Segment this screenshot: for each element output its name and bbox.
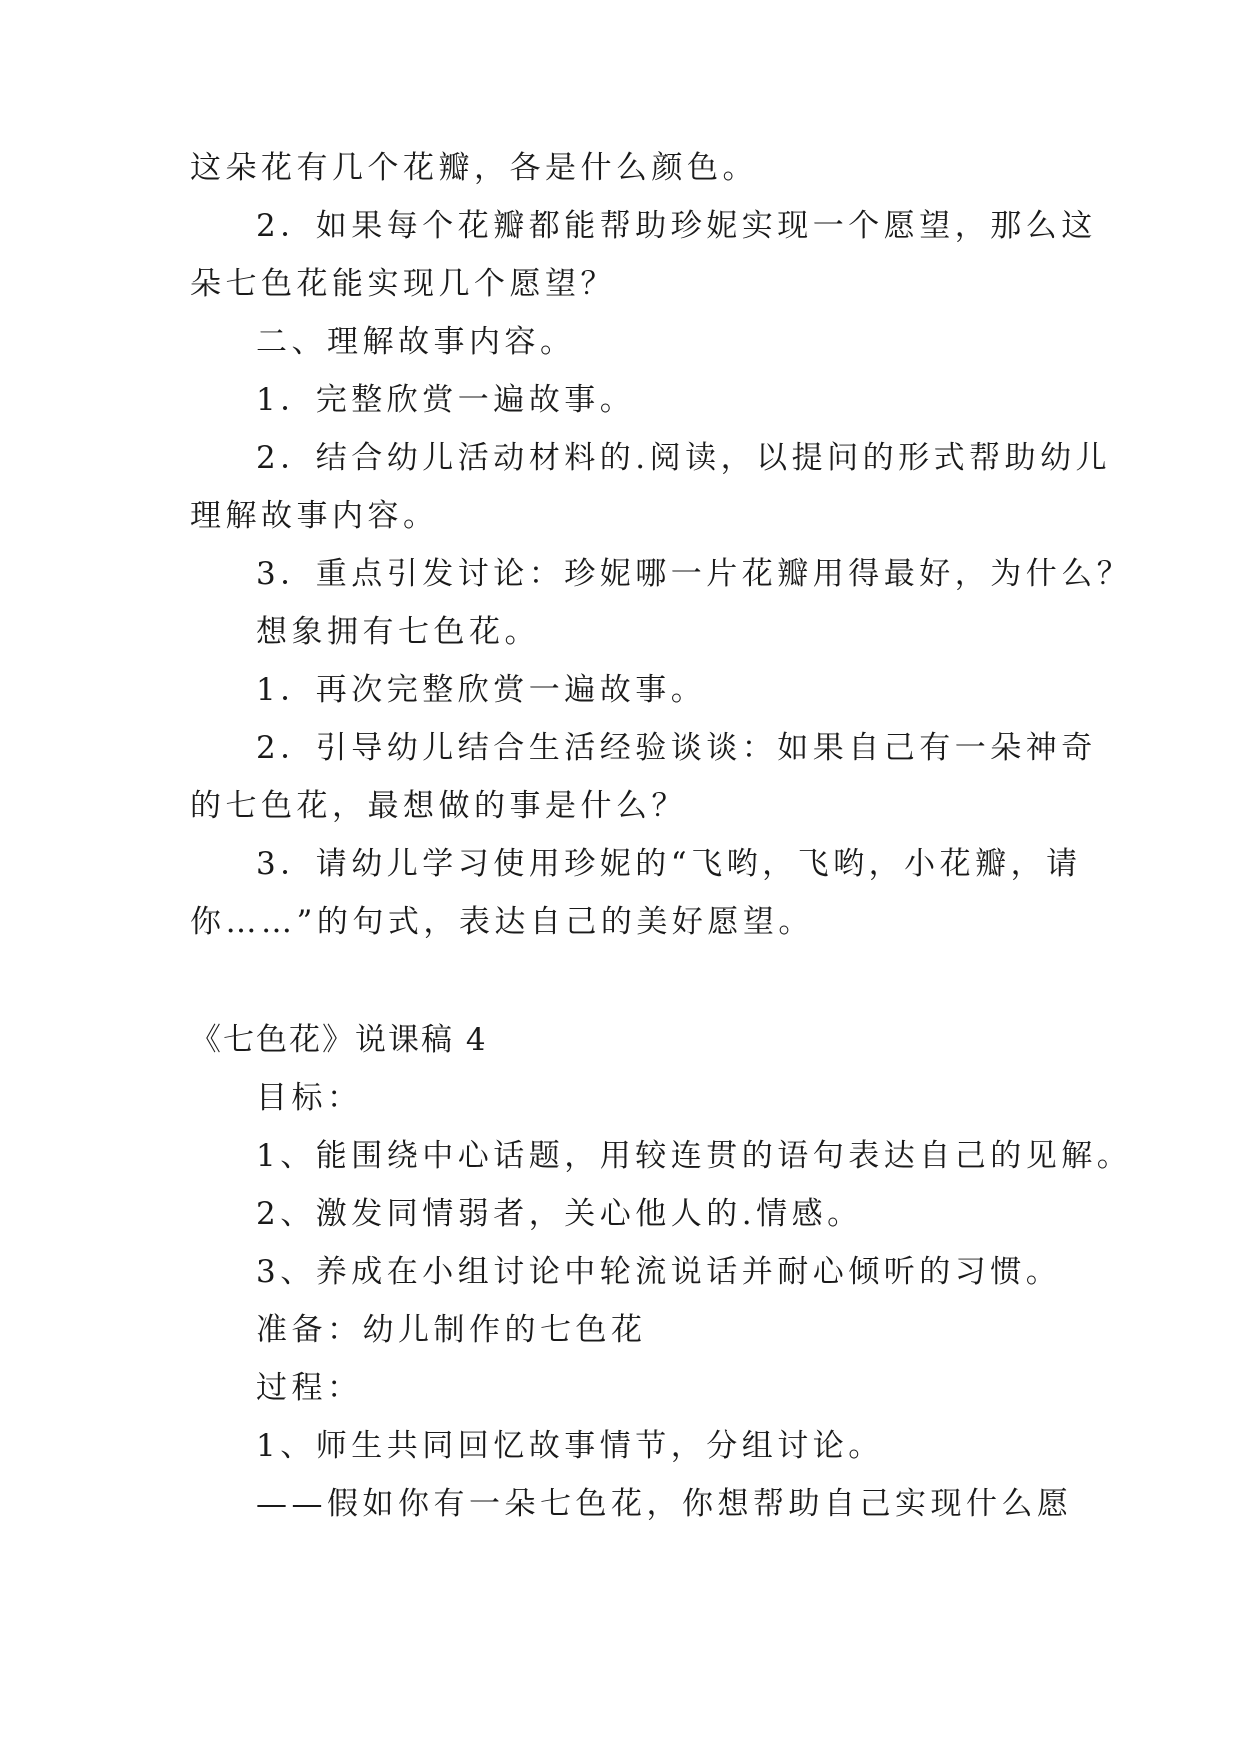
paragraph-line: 1．完整欣赏一遍故事。 xyxy=(256,382,636,418)
paragraph-line: 3．重点引发讨论：珍妮哪一片花瓣用得最好，为什么？ xyxy=(256,556,1133,592)
paragraph-line: 过程： xyxy=(256,1370,363,1406)
paragraph-line: 2．结合幼儿活动材料的.阅读，以提问的形式帮助幼儿 xyxy=(256,440,1112,476)
paragraph-line: 想象拥有七色花。 xyxy=(256,614,540,650)
paragraph-line: 2．引导幼儿结合生活经验谈谈：如果自己有一朵神奇 xyxy=(256,730,1097,766)
paragraph-line: 2．如果每个花瓣都能帮助珍妮实现一个愿望，那么这 xyxy=(256,208,1097,244)
paragraph-line: 准备：幼儿制作的七色花 xyxy=(256,1312,647,1348)
paragraph-line: 3．请幼儿学习使用珍妮的“飞哟，飞哟，小花瓣，请 xyxy=(256,846,1082,882)
paragraph-line: 这朵花有几个花瓣，各是什么颜色。 xyxy=(190,150,758,186)
paragraph-line: 1、师生共同回忆故事情节，分组讨论。 xyxy=(256,1428,884,1464)
paragraph-line: 目标： xyxy=(256,1080,363,1116)
paragraph-line: 二、理解故事内容。 xyxy=(256,324,576,360)
paragraph-line: 3、养成在小组讨论中轮流说话并耐心倾听的习惯。 xyxy=(256,1254,1062,1290)
paragraph-line: ——假如你有一朵七色花，你想帮助自己实现什么愿 xyxy=(256,1486,1073,1522)
paragraph-line: 1．再次完整欣赏一遍故事。 xyxy=(256,672,707,708)
paragraph-line: 理解故事内容。 xyxy=(190,498,439,534)
paragraph-line: 2、激发同情弱者，关心他人的.情感。 xyxy=(256,1196,863,1232)
paragraph-line: 1、能围绕中心话题，用较连贯的语句表达自己的见解。 xyxy=(256,1138,1133,1174)
paragraph-line: 你……”的句式，表达自己的美好愿望。 xyxy=(190,904,814,940)
paragraph-line: 朵七色花能实现几个愿望？ xyxy=(190,266,616,302)
section-title: 《七色花》说课稿 4 xyxy=(190,1022,488,1058)
paragraph-line: 的七色花，最想做的事是什么？ xyxy=(190,788,687,824)
